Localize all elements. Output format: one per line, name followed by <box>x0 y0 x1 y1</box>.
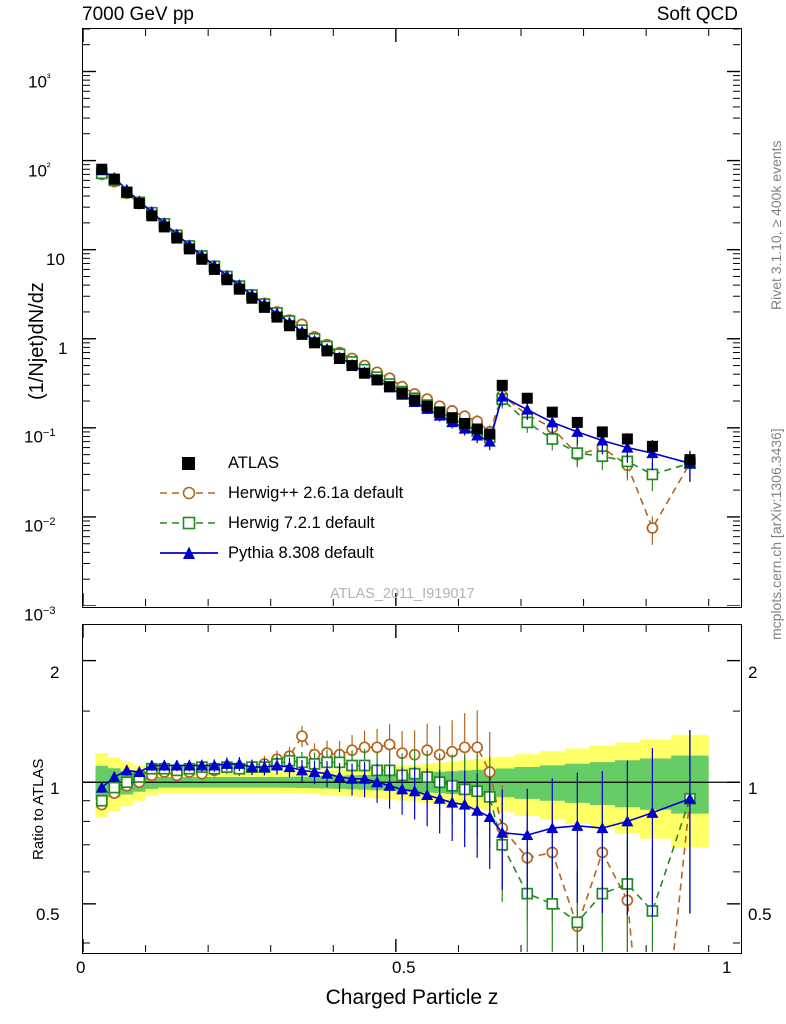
ratio-ytick-05-right: 0.5 <box>748 905 772 924</box>
legend-entry-pythia <box>158 538 403 568</box>
mcplots-source-label: mcplots.cern.ch [arXiv:1306.3436] <box>768 428 784 640</box>
ratio-ytick-05-left: 0.5 <box>36 905 60 924</box>
ratio-ytick-1-left: 1 <box>50 779 60 798</box>
xtick-05: 0.5 <box>392 958 416 977</box>
legend-key-pythia <box>158 543 220 563</box>
legend-key-herwig7 <box>158 513 220 533</box>
legend-key-herwigpp <box>158 483 220 503</box>
ytick-1e1: 10 <box>46 250 65 269</box>
legend-entry-herwig7 <box>158 508 403 538</box>
legend-entry-atlas <box>158 448 403 478</box>
legend-label-herwigpp: Herwig++ 2.6.1a default <box>228 483 404 502</box>
ratio-plot-panel <box>82 624 742 954</box>
x-axis-label: Charged Particle z <box>325 986 499 1009</box>
ratio-y-axis-label: Ratio to ATLAS <box>30 758 47 860</box>
ratio-ytick-1-right: 1 <box>748 779 758 798</box>
legend-label-herwig7: Herwig 7.2.1 default <box>228 513 375 532</box>
legend-key-atlas <box>158 453 220 473</box>
legend-entry-herwigpp <box>158 478 403 508</box>
analysis-id-watermark: ATLAS_2011_I919017 <box>330 586 475 602</box>
ytick-1em2: $10^{-2}$ <box>24 516 56 536</box>
ytick-1e2: $10^{^2}$ <box>28 161 51 181</box>
ratio-ytick-2-right: 2 <box>748 663 758 682</box>
xtick-1: 1 <box>722 958 732 977</box>
header-beam-info: 7000 GeV pp <box>82 4 194 25</box>
legend <box>158 448 403 568</box>
rivet-version-label: Rivet 3.1.10, ≥ 400k events <box>768 140 784 310</box>
ytick-1e0: 1 <box>58 339 68 358</box>
ratio-ytick-2-left: 2 <box>50 663 60 682</box>
ytick-1em3: $10^{-3}$ <box>24 605 56 625</box>
ytick-1em1: $10^{-1}$ <box>24 427 56 447</box>
header-process-info: Soft QCD <box>656 4 738 25</box>
legend-label-pythia: Pythia 8.308 default <box>228 543 374 562</box>
legend-label-atlas: ATLAS <box>228 453 280 472</box>
ratio-plot-canvas <box>83 625 740 952</box>
main-y-axis-label: (1/Njet)dN/dz <box>26 282 48 400</box>
xtick-0: 0 <box>76 958 86 977</box>
ytick-1e3: $10^{^3}$ <box>28 72 51 92</box>
